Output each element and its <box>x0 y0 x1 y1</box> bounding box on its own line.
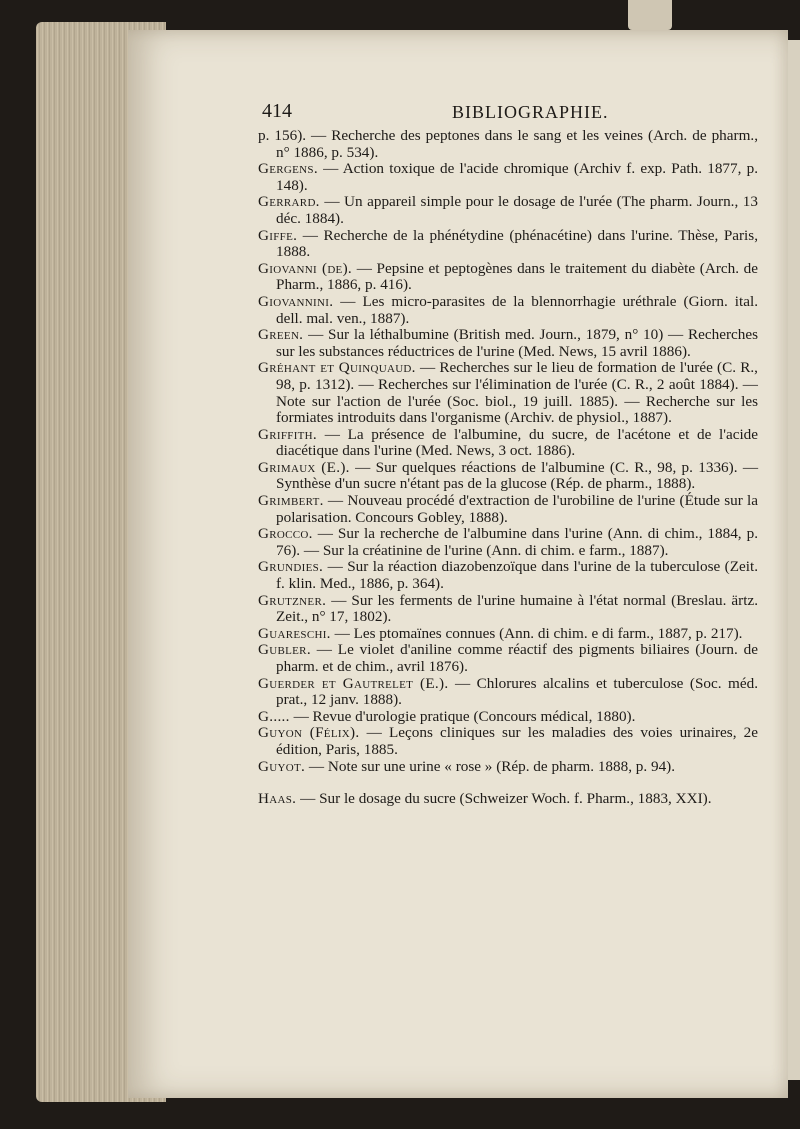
entry-author: Griffith. <box>258 425 318 443</box>
entry-author: Grundies. <box>258 558 324 576</box>
bibliography-entry <box>258 493 758 526</box>
bibliography-entry <box>258 709 758 726</box>
entry-text: — Recherche de la phénétydine (phénacétine) dans l'urine. Thèse, Paris, 1888. <box>276 226 758 261</box>
entry-author: Haas. <box>258 790 297 808</box>
entry-author: Giovanni (de). <box>258 259 353 277</box>
entry-author: Grimbert. <box>258 492 324 510</box>
bibliography-entry <box>258 676 758 709</box>
bibliography-entry <box>258 128 758 161</box>
bibliography-entry <box>258 360 758 426</box>
bibliography-entry <box>258 327 758 360</box>
entry-text: — Revue d'urologie pratique (Concours médical, 1880). <box>289 707 636 725</box>
entry-author: Grocco. <box>258 525 313 543</box>
bibliography-entry <box>258 161 758 194</box>
entry-author: Grutzner. <box>258 591 327 609</box>
running-title: BIBLIOGRAPHIE. <box>452 102 609 122</box>
entry-text: — Un appareil simple pour le dosage de l'urée (The pharm. Journ., 13 déc. 1884). <box>276 193 758 227</box>
entry-text: — Sur la recherche de l'albumine dans l'urine (Ann. di chim., 1884, p. 76). — Sur la créatinine de l'urine (Ann. di chim. e farm., 1887). <box>276 525 758 559</box>
entry-text: — Recherches sur le lieu de formation de l'urée (C. R., 98, p. 1312). — Recherches sur l'élimination de l'urée (C. R., 2 août 1884). — Note sur l'action de l'urée (Soc. biol., 19 juill. 1885). — Recherche sur les formiates introduits dans l'organisme (Archiv. de physiol., 1887). <box>276 359 758 427</box>
bibliography-entry <box>258 228 758 261</box>
entry-text: — Sur quelques réactions de l'albumine (C. R., 98, p. 1336). — Synthèse d'un sucre n'étant pas de la glucose (Rép. de pharm., 1888). <box>276 458 759 493</box>
bibliography-entry <box>258 261 758 294</box>
entry-author: Guyot. <box>258 757 306 775</box>
bibliography-entry <box>258 460 758 493</box>
page-header <box>262 100 762 126</box>
entry-author: G..... <box>258 707 290 725</box>
entry-author: Green. <box>258 326 304 344</box>
entry-text: — La présence de l'albumine, du sucre, de l'acétone et de l'acide diacétique dans l'urine (Med. News, 3 oct. 1886). <box>276 425 758 460</box>
entry-text: — Les ptomaïnes connues (Ann. di chim. e di farm., 1887, p. 217). <box>330 624 743 642</box>
entry-text: — Sur la réaction diazobenzoïque dans l'urine de la tuberculose (Zeit. f. klin. Med., 1886, p. 364). <box>276 558 758 593</box>
entry-text: — Nouveau procédé d'extraction de l'urobiline de l'urine (Étude sur la polarisation. Concours Gobley, 1888). <box>276 492 758 526</box>
entry-text: — Sur les ferments de l'urine humaine à l'état normal (Breslau. ärtz. Zeit., n° 17, 1802). <box>276 591 758 626</box>
entry-author: Gergens. <box>258 160 318 178</box>
entry-author: Gubler. <box>258 641 311 659</box>
entry-text: — Sur la léthalbumine (British med. Journ., 1879, n° 10) — Recherches sur les substances réductrices de l'urine (Med. News, 15 avril 1886). <box>276 326 758 360</box>
entry-author: Gerrard. <box>258 193 320 211</box>
bibliography-entry <box>258 294 758 327</box>
entry-text: — Sur le dosage du sucre (Schweizer Woch. f. Pharm., 1883, XXI). <box>296 790 712 808</box>
entry-text: — Chlorures alcalins et tuberculose (Soc. méd. prat., 12 janv. 1888). <box>276 674 758 709</box>
entry-text: — Action toxique de l'acide chromique (Archiv f. exp. Path. 1877, p. 148). <box>276 160 758 194</box>
bibliography-entry <box>258 725 758 758</box>
entry-author: Giovannini. <box>258 292 334 310</box>
entry-author: Grimaux (E.). <box>258 458 350 476</box>
bibliography-entry <box>258 759 758 776</box>
bibliography-entry <box>258 642 758 675</box>
entry-text: — Pepsine et peptogènes dans le traitement du diabète (Arch. de Pharm., 1886, p. 416). <box>276 259 759 294</box>
bibliography-entry <box>258 626 758 643</box>
entry-author: Guyon (Félix). <box>258 724 360 742</box>
entry-author: Guerder et Gautrelet (E.). <box>258 674 449 692</box>
bibliography-entry <box>258 559 758 592</box>
entry-text: — Les micro-parasites de la blennorrhagie uréthrale (Giorn. ital. dell. mal. ven., 1887). <box>276 292 758 327</box>
bookmark-tab <box>628 0 672 30</box>
entry-text: — Note sur une urine « rose » (Rép. de pharm. 1888, p. 94). <box>305 757 676 775</box>
entry-text: — Le violet d'aniline comme réactif des pigments biliaires (Journ. de pharm. et de chim., avril 1876). <box>276 641 758 675</box>
page-number: 414 <box>262 100 292 122</box>
bibliography-entry <box>258 791 758 808</box>
entry-author: Gréhant et Quinquaud. <box>258 359 416 377</box>
entry-text: — Leçons cliniques sur les maladies des voies urinaires, 2e édition, Paris, 1885. <box>276 724 758 758</box>
entry-author: Giffe. <box>258 226 298 244</box>
bibliography-entry <box>258 526 758 559</box>
bibliography-entries <box>258 128 758 808</box>
bibliography-entry <box>258 427 758 460</box>
entry-author: Guareschi. <box>258 624 331 642</box>
bibliography-entry <box>258 194 758 227</box>
entry-text: p. 156). — Recherche des peptones dans le sang et les veines (Arch. de pharm., n° 1886, p. 534). <box>258 127 758 161</box>
bibliography-entry <box>258 593 758 626</box>
